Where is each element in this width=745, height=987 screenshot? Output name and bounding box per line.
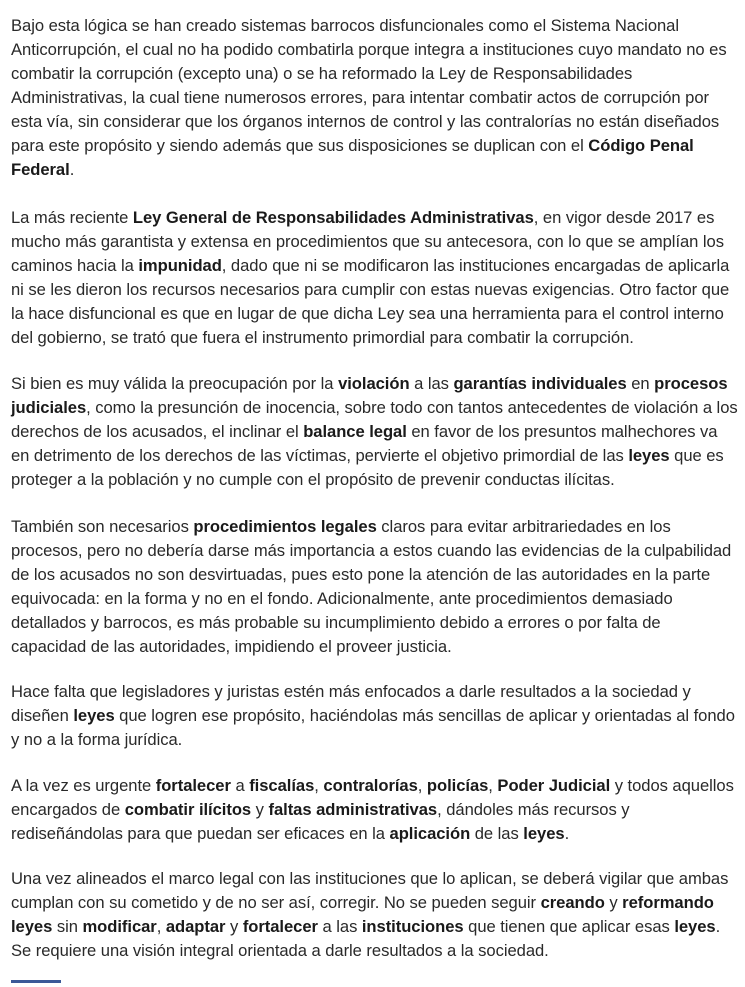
text-run: , [488,776,498,795]
text-run: . [564,824,570,843]
bold-keyword: Ley General de Responsabilidades Administrativas [132,208,534,227]
bold-keyword: procesos judiciales [11,374,728,417]
bold-keyword: faltas administrativas [268,800,438,819]
paragraph [11,774,739,846]
text-run: También son necesarios [11,517,194,536]
text-run: claros para evitar arbitrariedades en los procesos, pero no debería darse más importancia a estos cuando las evidencias de la culpabilidad de los acusados no son desvirtuadas, pues esto pone la atención de las autoridades en la parte equivocada: en la forma y no en el fondo. Adicionalmente, ante procedimientos demasiado detallados y barrocos, es más probable su incumplimiento debido a errores o por falta de capacidad de las autoridades, impidiendo el proveer justicia. [11,517,732,656]
bold-keyword: leyes [628,446,670,465]
bold-keyword: combatir ilícitos [124,800,252,819]
text-run: , dándoles más recursos y rediseñándolas para que puedan ser eficaces en la [11,800,630,843]
text-run: . [69,160,75,179]
bold-keyword: fortalecer [155,776,231,795]
bold-keyword: aplicación [389,824,471,843]
bold-keyword: leyes [674,917,716,936]
text-run: y [225,917,243,936]
bold-keyword: Poder Judicial [497,776,611,795]
text-run: y todos aquellos encargados de [11,776,734,819]
text-run: , como la presunción de inocencia, sobre todo con tantos antecedentes de violación a los derechos de los acusados, el inclinar el [11,398,738,441]
bold-keyword: fiscalías [249,776,315,795]
paragraph [11,515,739,659]
bold-keyword: policías [426,776,489,795]
text-run: a las [409,374,454,393]
text-run: que logren ese propósito, haciéndolas más sencillas de aplicar y orientadas al fondo y no a la forma jurídica. [11,706,735,749]
text-run: Bajo esta lógica se han creado sistemas barrocos disfuncionales como el Sistema Nacional Anticorrupción, el cual no ha podido combatirla porque integra a instituciones cuyo mandato no es combatir la corrupción (excepto una) o se ha reformado la Ley de Responsabilidades Administrativas, la cual tiene numerosos errores, para intentar combatir actos de corrupción por esta vía, sin considerar que los órganos internos de control y las contralorías no están diseñados para este propósito y siendo además que sus disposiciones se duplican con el [11,16,727,155]
bold-keyword: procedimientos legales [193,517,377,536]
text-run: y [604,893,623,912]
text-run: , dado que ni se modificaron las instituciones encargadas de aplicarla ni se les dieron los recursos necesarios para cumplir con estas nuevas exigencias. Otro factor que la hace disfuncional es que en lugar de que dicha Ley sea una herramienta para el control interno del gobierno, se trató que fuera el instrumento primordial para combatir la corrupción. [11,256,730,347]
bold-keyword: reformando leyes [11,893,714,936]
text-run: , [156,917,166,936]
bold-keyword: leyes [523,824,565,843]
section-divider [11,980,61,983]
text-run: . Se requiere una visión integral orientada a darle resultados a la sociedad. [11,917,721,960]
text-run: , en vigor desde 2017 es mucho más garantista y extensa en procedimientos que su antecesora, con lo que se amplían los caminos hacia la [11,208,724,275]
text-run: , [417,776,427,795]
text-run: a las [317,917,362,936]
text-run: La más reciente [11,208,133,227]
text-run: , [314,776,324,795]
text-run: sin [52,917,83,936]
bold-keyword: fortalecer [242,917,318,936]
article-body [11,14,739,987]
text-run: en favor de los presuntos malhechores va en detrimento de los derechos de las víctimas, pervierte el objetivo primordial de las [11,422,718,465]
bold-keyword: impunidad [138,256,222,275]
bold-keyword: adaptar [165,917,226,936]
bold-keyword: garantías individuales [453,374,627,393]
bold-keyword: leyes [73,706,115,725]
text-run: en [626,374,655,393]
paragraph [11,867,739,963]
bold-keyword: instituciones [361,917,464,936]
text-run: A la vez es urgente [11,776,156,795]
text-run: Hace falta que legisladores y juristas estén más enfocados a darle resultados a la sociedad y diseñen [11,682,691,725]
text-run: a [230,776,250,795]
text-run: de las [470,824,524,843]
paragraph [11,680,739,752]
text-run: Una vez alineados el marco legal con las instituciones que lo aplican, se deberá vigilar que ambas cumplan con su cometido y de no ser así, corregir. No se pueden seguir [11,869,729,912]
bold-keyword: Código Penal Federal [11,136,694,179]
bold-keyword: modificar [82,917,157,936]
text-run: que tienen que aplicar esas [463,917,675,936]
text-run: Si bien es muy válida la preocupación por la [11,374,339,393]
bold-keyword: creando [540,893,605,912]
bold-keyword: violación [338,374,410,393]
text-run: y [251,800,269,819]
bold-keyword: contralorías [323,776,418,795]
paragraph [11,206,739,350]
paragraph [11,14,739,182]
text-run: que es proteger a la población y no cumple con el propósito de prevenir conductas ilícitas. [11,446,724,489]
paragraph [11,372,739,492]
bold-keyword: balance legal [303,422,407,441]
